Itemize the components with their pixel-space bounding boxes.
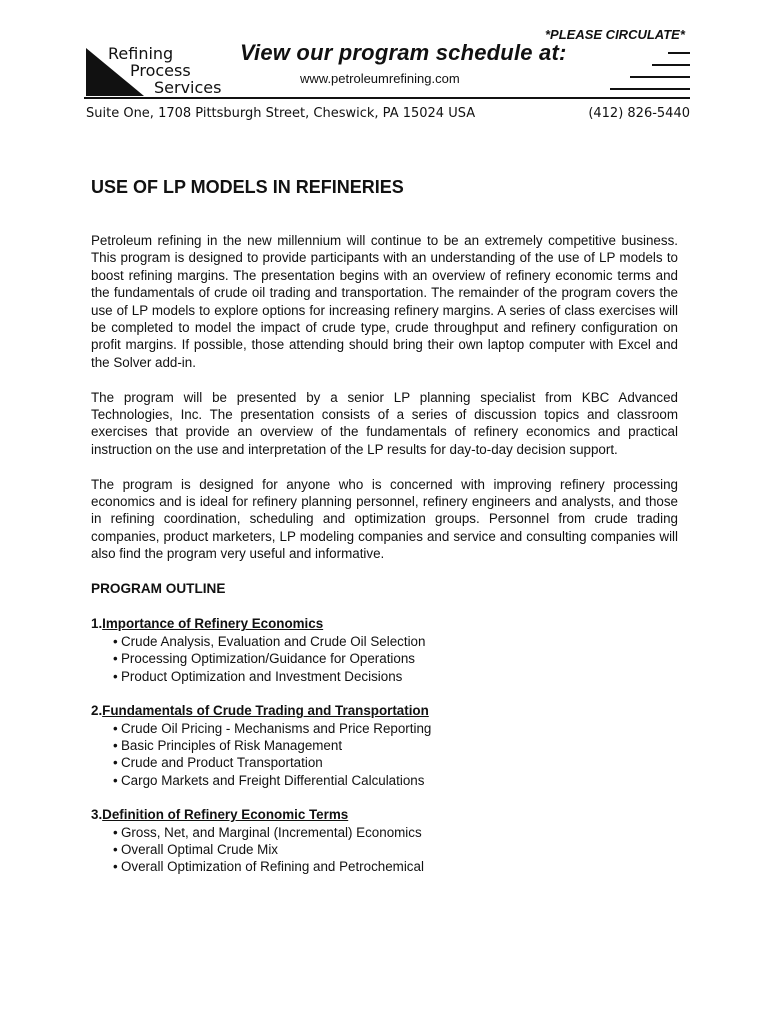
section-number: 3.: [91, 807, 103, 823]
list-item-text: Overall Optimization of Refining and Petrochemical: [121, 859, 424, 875]
outline-section-1: [91, 615, 678, 685]
section-title-text: Fundamentals of Crude Trading and Transportation: [102, 703, 429, 719]
bullet-icon: •: [113, 737, 118, 753]
schedule-headline: View our program schedule at:: [240, 40, 567, 65]
section-title: [91, 806, 678, 823]
section-title-text: Definition of Refinery Economic Terms: [102, 807, 349, 823]
list-item-text: Crude Analysis, Evaluation and Crude Oil Selection: [121, 633, 426, 649]
presenter-paragraph: The program will be presented by a senior LP planning specialist from KBC Advanced Technologies, Inc. The presentation consists of a series of discussion topics and classroom exercises that provide an overview of the fundamentals of refinery economics and practical instruction on the use and interpretation of the LP results for day-to-day decision support.: [91, 389, 678, 457]
logo-line-1: Refining: [108, 44, 174, 63]
section-title: [91, 615, 678, 632]
list-item-text: Overall Optimal Crude Mix: [121, 841, 279, 857]
list-item-text: Basic Principles of Risk Management: [121, 737, 343, 753]
bullet-icon: •: [113, 841, 118, 857]
company-logo: [84, 44, 234, 96]
bullet-icon: •: [113, 720, 118, 736]
section-items: [91, 824, 678, 876]
bullet-icon: •: [113, 755, 118, 771]
list-item: [113, 737, 678, 754]
list-item: [113, 650, 678, 667]
company-phone: (412) 826-5440: [588, 106, 690, 121]
list-item: [113, 824, 678, 841]
bullet-icon: •: [113, 633, 118, 649]
list-item: [113, 841, 678, 858]
intro-paragraph: Petroleum refining in the new millennium will continue to be an extremely competitive business. This program is designed to provide participants with an understanding of the use of LP models to boost refining margins. The presentation begins with an overview of refinery economic terms and the fundamentals of crude oil trading and transportation. The remainder of the program covers the use of LP models to explore options for increasing refinery margins. A series of class exercises will be completed to model the impact of crude type, crude throughput and refinery configuration on profit margins. If possible, those attending should bring their own laptop computer with Excel and the Solver add-in.: [91, 233, 678, 370]
list-item-text: Processing Optimization/Guidance for Operations: [121, 651, 415, 667]
website-link[interactable]: www.petroleumrefining.com: [300, 71, 460, 86]
section-number: 1.: [91, 616, 103, 632]
list-item: [113, 720, 678, 737]
list-item-text: Product Optimization and Investment Decisions: [121, 668, 403, 684]
section-items: [91, 633, 678, 685]
section-title-text: Importance of Refinery Economics: [102, 616, 324, 632]
list-item: [113, 668, 678, 685]
bullet-icon: •: [113, 772, 118, 788]
list-item: [113, 858, 678, 875]
logo-line-2: Process: [130, 61, 191, 80]
outline-section-3: [91, 806, 678, 876]
page-title: USE OF LP MODELS IN REFINERIES: [91, 177, 404, 197]
company-address: Suite One, 1708 Pittsburgh Street, Cheswick, PA 15024 USA: [86, 106, 476, 121]
audience-paragraph: The program is designed for anyone who is concerned with improving refinery processing economics and is ideal for refinery planning personnel, refinery engineers and analysts, and those in refining coordination, scheduling and optimization groups. Personnel from crude trading companies, product marketers, LP modeling companies and service and consulting companies will also find the program very useful and informative.: [91, 476, 678, 562]
decorative-dashes: [608, 52, 690, 98]
header-divider: [84, 97, 690, 99]
please-circulate-note: *PLEASE CIRCULATE*: [545, 27, 685, 42]
bullet-icon: •: [113, 824, 118, 840]
section-number: 2.: [91, 703, 103, 719]
outline-section-2: [91, 702, 678, 789]
document-body: [91, 232, 678, 893]
list-item-text: Gross, Net, and Marginal (Incremental) Economics: [121, 824, 422, 840]
list-item: [113, 633, 678, 650]
list-item-text: Cargo Markets and Freight Differential Calculations: [121, 772, 425, 788]
section-items: [91, 720, 678, 790]
section-title: [91, 702, 678, 719]
list-item: [113, 772, 678, 789]
bullet-icon: •: [113, 859, 118, 875]
bullet-icon: •: [113, 668, 118, 684]
list-item: [113, 754, 678, 771]
program-outline-heading: PROGRAM OUTLINE: [91, 581, 226, 597]
bullet-icon: •: [113, 651, 118, 667]
list-item-text: Crude and Product Transportation: [121, 755, 323, 771]
logo-line-3: Services: [154, 78, 222, 97]
list-item-text: Crude Oil Pricing - Mechanisms and Price Reporting: [121, 720, 432, 736]
